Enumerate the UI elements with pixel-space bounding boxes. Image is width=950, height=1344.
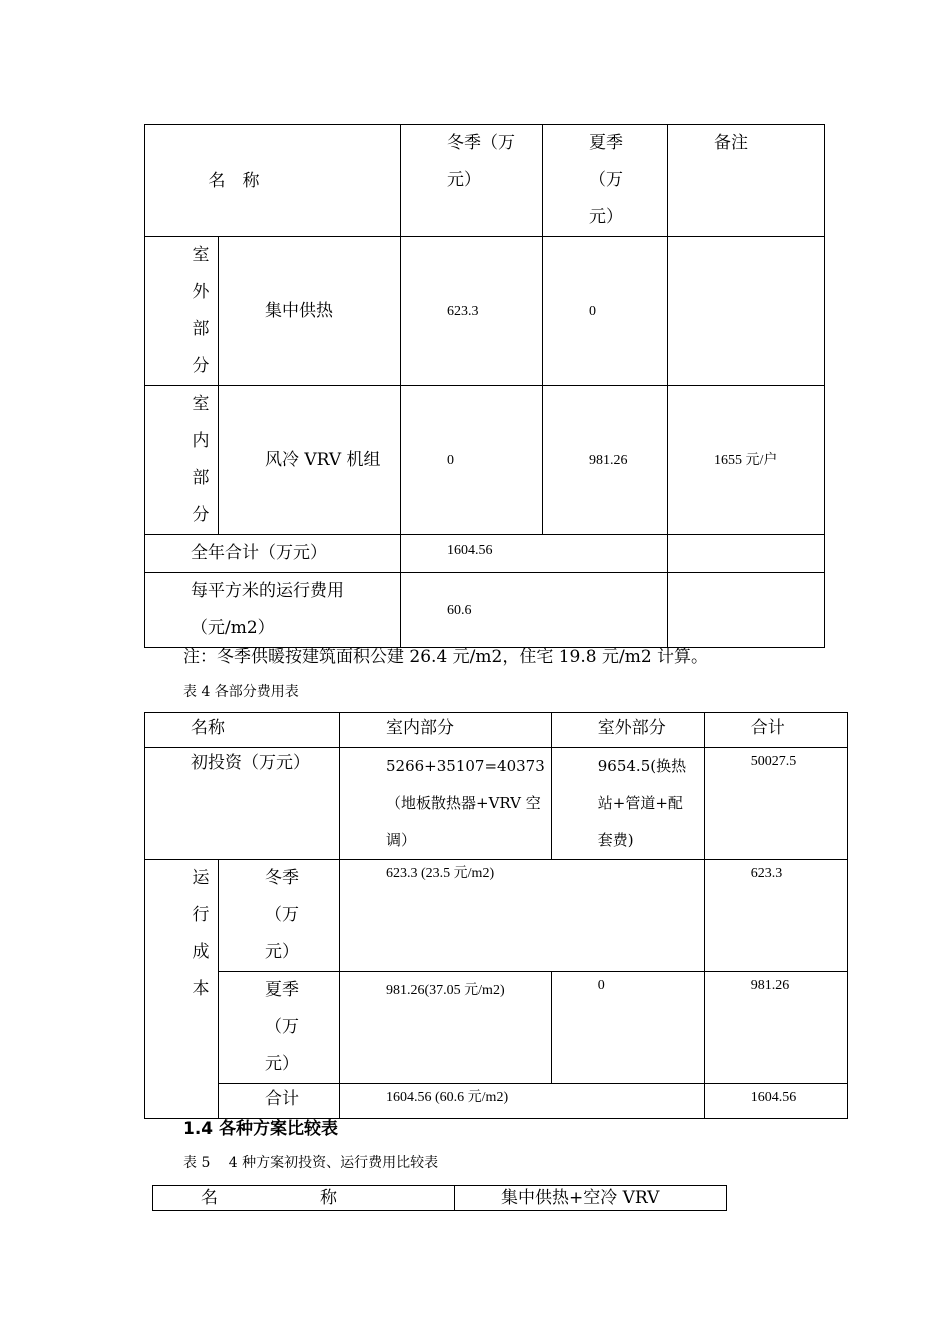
t5-header-name-cell: [153, 1186, 455, 1211]
indoor-remark: 1655 元/户: [714, 452, 778, 468]
running-summer-label-cell: [219, 972, 340, 1084]
t4-header-outdoor: 室外部分: [597, 718, 666, 738]
plan-comparison-table: [152, 1185, 727, 1211]
item-vrv: 风冷 VRV 机组: [265, 449, 381, 470]
item-vrv-cell: [219, 386, 401, 535]
operating-cost-table: [144, 124, 825, 648]
t4-header-outdoor-cell: [551, 713, 704, 748]
initial-indoor: 5266+35107=40373（地板散热器+VRV 空调）: [386, 757, 545, 849]
running-winter-label-cell: [219, 860, 340, 972]
header-winter-cell: [401, 125, 543, 237]
t4-header-total-cell: [704, 713, 847, 748]
running-summer-label: 夏季（万元）: [265, 980, 299, 1074]
per-m2-label: 每平方米的运行费用（元/m2）: [191, 581, 344, 638]
annual-total-value-cell: [401, 535, 668, 573]
annual-total-label: 全年合计（万元）: [191, 543, 327, 563]
indoor-winter-value-cell: [401, 386, 543, 535]
group-indoor-cell: [145, 386, 219, 535]
cost-breakdown-table: [144, 712, 848, 1119]
group-indoor: 室内部分: [192, 394, 210, 525]
running-sum-total-cell: [704, 1084, 847, 1119]
running-summer-total-cell: [704, 972, 847, 1084]
initial-label: 初投资（万元）: [191, 753, 310, 773]
initial-outdoor-cell: [551, 748, 704, 860]
running-summer-total: 981.26: [750, 978, 790, 993]
outdoor-summer-value: 0: [589, 303, 596, 319]
initial-outdoor: 9654.5(换热站+管道+配套费): [597, 757, 687, 849]
indoor-summer-value-cell: [543, 386, 668, 535]
group-outdoor-cell: [145, 237, 219, 386]
t5-header-name: 名 称: [201, 1188, 337, 1208]
header-name-cell: [145, 125, 401, 237]
header-winter: 冬季（万元）: [447, 133, 515, 190]
outdoor-remark-cell: [668, 237, 825, 386]
running-summer-outdoor-cell: [551, 972, 704, 1084]
table4-caption: 表 4 各部分费用表: [183, 684, 299, 700]
item-central-heating: 集中供热: [265, 300, 333, 321]
outdoor-summer-value-cell: [543, 237, 668, 386]
running-winter-total: 623.3: [750, 866, 783, 881]
group-outdoor: 室外部分: [192, 245, 210, 376]
t5-header-plan: 集中供热+空冷 VRV: [501, 1188, 660, 1208]
t4-header-total: 合计: [750, 718, 785, 738]
running-winter-label: 冬季（万元）: [265, 868, 299, 962]
indoor-winter-value: 0: [447, 452, 454, 468]
t4-header-name: 名称: [191, 718, 225, 738]
running-sum-total: 1604.56: [750, 1090, 797, 1105]
per-m2-value: 60.6: [447, 602, 472, 618]
initial-total: 50027.5: [750, 754, 797, 769]
per-m2-value-cell: [401, 573, 668, 648]
t4-header-indoor: 室内部分: [386, 718, 454, 738]
running-winter-value-cell: [340, 860, 705, 972]
header-summer: 夏季（万元）: [589, 133, 623, 227]
running-group: 运行成本: [192, 868, 210, 999]
running-group-cell: [145, 860, 219, 1119]
section-heading: 1.4 各种方案比较表: [183, 1119, 339, 1139]
item-central-heating-cell: [219, 237, 401, 386]
per-m2-remark-cell: [668, 573, 825, 648]
table-note: 注：冬季供暖按建筑面积公建 26.4 元/m2，住宅 19.8 元/m2 计算。: [183, 647, 709, 667]
t5-header-plan-cell: [455, 1186, 727, 1211]
t4-header-indoor-cell: [340, 713, 552, 748]
initial-label-cell: [145, 748, 340, 860]
running-winter-total-cell: [704, 860, 847, 972]
outdoor-winter-value: 623.3: [447, 303, 479, 319]
running-winter-value: 623.3 (23.5 元/m2): [386, 866, 495, 881]
indoor-summer-value: 981.26: [589, 452, 628, 468]
initial-indoor-cell: [340, 748, 552, 860]
running-sum-value: 1604.56 (60.6 元/m2): [386, 1090, 509, 1105]
running-summer-indoor: 981.26(37.05 元/m2): [386, 983, 505, 998]
t4-header-name-cell: [145, 713, 340, 748]
running-sum-value-cell: [340, 1084, 705, 1119]
header-name: 名 称: [208, 170, 260, 191]
outdoor-winter-value-cell: [401, 237, 543, 386]
header-remark-cell: [668, 125, 825, 237]
running-sum-label: 合计: [265, 1089, 299, 1109]
header-remark: 备注: [714, 133, 748, 153]
annual-total-label-cell: [145, 535, 401, 573]
running-summer-indoor-cell: [340, 972, 552, 1084]
initial-total-cell: [704, 748, 847, 860]
per-m2-label-cell: [145, 573, 401, 648]
running-summer-outdoor: 0: [597, 978, 605, 993]
annual-total-remark-cell: [668, 535, 825, 573]
header-summer-cell: [543, 125, 668, 237]
annual-total-value: 1604.56: [447, 543, 493, 558]
indoor-remark-cell: [668, 386, 825, 535]
table5-caption: 表 5 4 种方案初投资、运行费用比较表: [183, 1155, 439, 1171]
